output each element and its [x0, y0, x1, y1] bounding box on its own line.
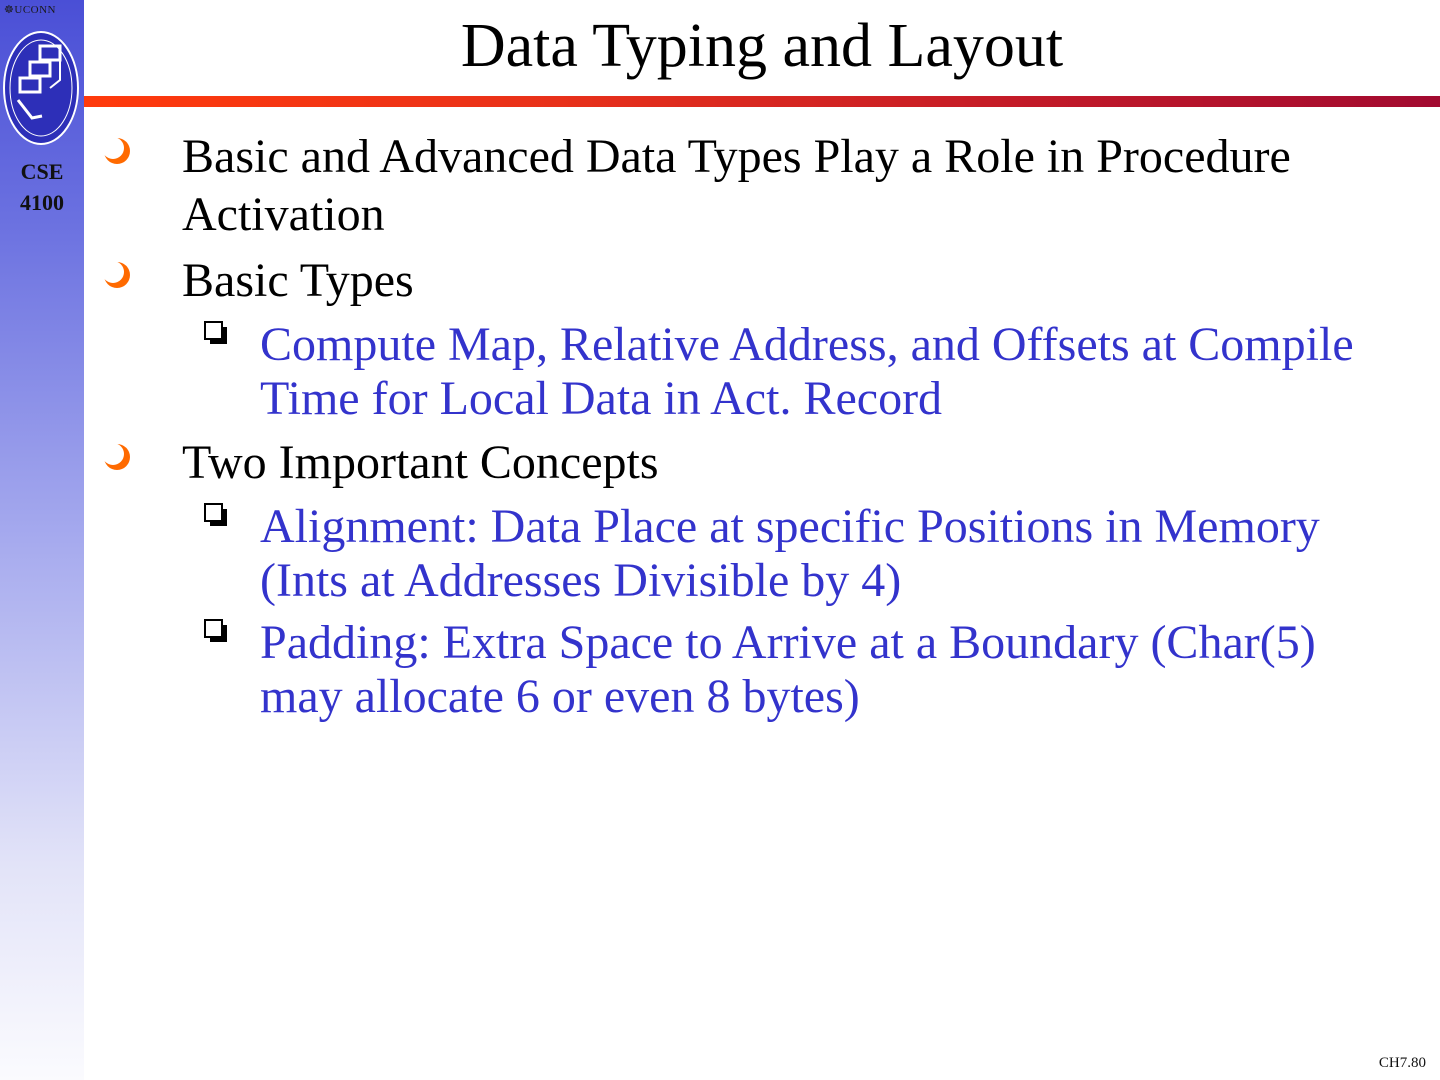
- hollow-square-bullet-icon: [203, 320, 229, 346]
- orange-crescent-bullet-icon: [102, 136, 132, 166]
- sub-bullet-text: Alignment: Data Place at specific Positions in Memory (Ints at Addresses Divisible by 4): [260, 500, 1320, 607]
- bullet-item: [100, 128, 1400, 244]
- sub-bullet-text: Compute Map, Relative Address, and Offsets at Compile Time for Local Data in Act. Record: [260, 318, 1354, 425]
- bullet-item: [100, 434, 1400, 492]
- slide-number: CH7.80: [1378, 1055, 1426, 1071]
- hollow-square-bullet-icon: [203, 618, 229, 644]
- sub-bullet-item: [100, 318, 1400, 426]
- slide-title: Data Typing and Layout: [460, 12, 1064, 80]
- course-number: 4100: [20, 190, 64, 215]
- sidebar: [0, 0, 84, 1080]
- bullet-text: Basic and Advanced Data Types Play a Role in Procedure Activation: [182, 130, 1291, 241]
- bullet-text: Two Important Concepts: [182, 436, 659, 489]
- bullet-item: [100, 252, 1400, 310]
- bullet-list: [100, 128, 1400, 732]
- sub-bullet-text: Padding: Extra Space to Arrive at a Boundary (Char(5) may allocate 6 or even 8 bytes): [260, 616, 1316, 723]
- bullet-text: Basic Types: [182, 254, 414, 307]
- course-code: CSE: [20, 159, 64, 184]
- title-divider: [84, 96, 1440, 107]
- orange-crescent-bullet-icon: [102, 442, 132, 472]
- orange-crescent-bullet-icon: [102, 260, 132, 290]
- uconn-logo-text: UCONN: [14, 4, 56, 16]
- sub-bullet-item: [100, 616, 1400, 724]
- department-seal-icon: [2, 28, 80, 146]
- sub-bullet-item: [100, 500, 1400, 608]
- hollow-square-bullet-icon: [203, 502, 229, 528]
- uconn-logo: [4, 3, 56, 16]
- uconn-seal-icon: ☸: [4, 4, 15, 16]
- course-label: [0, 156, 84, 218]
